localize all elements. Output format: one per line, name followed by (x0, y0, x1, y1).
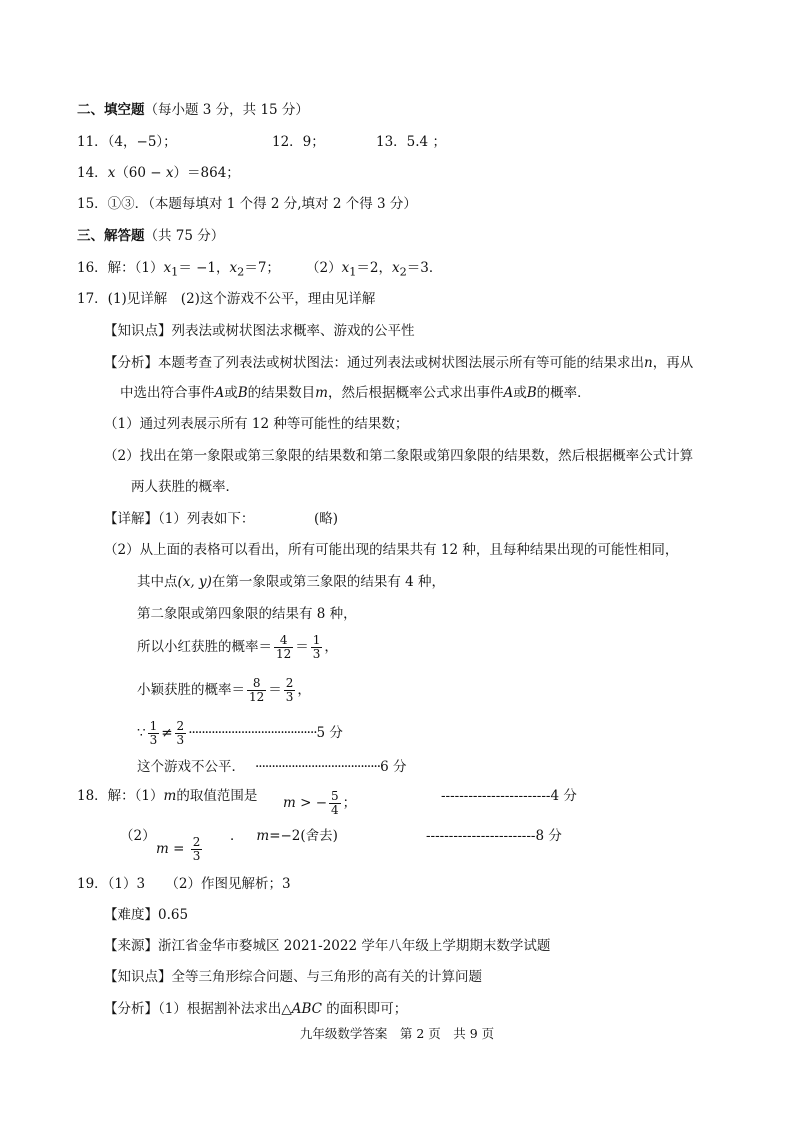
q18-m-rejected: ． m=−2(舍去) (230, 828, 338, 844)
fraction: $\frac{1}{3}$ (149, 719, 158, 747)
q17-analysis-point2: （2）找出在第一象限或第三象限的结果数和第二象限或第四象限的结果数，然后根据概率公式计算 (104, 448, 694, 464)
answer-q16: 16．解：$(1)x_1= -1$，$x_2=7$； (77, 260, 280, 279)
q17-step5: 小颖获胜的概率＝ $\frac{8}{12}$ ＝ $\frac{2}{3}$ ， (137, 676, 311, 704)
q17-step1: （2）从上面的表格可以看出，所有可能出现的结果共有 12 种，且每种结果出现的可能性相同， (104, 542, 679, 558)
answer-q19-head: 19．（1）3 （2）作图见解析；3 (77, 876, 291, 892)
answer-q18-part2-label: （2） (120, 828, 156, 844)
answer-q17-head: 17．(1)见详解 (2)这个游戏不公平，理由见详解 (77, 291, 376, 307)
answer-q18-part1: 18．解：（1）m的取值范围是 (77, 788, 258, 804)
answer-q12: 12．9； (272, 134, 325, 150)
q19-analysis: 【分析】（1）根据割补法求出△ABC 的面积即可； (104, 1001, 408, 1017)
q19-source: 【来源】浙江省金华市婺城区 2021-2022 学年八年级上学期期末数学试题 (104, 938, 551, 954)
q18-range: m > − $\frac{5}{4}$ ； (283, 789, 357, 817)
fraction: $\frac{8}{12}$ (249, 676, 265, 704)
answer-q13: 13．5.4 ； (376, 134, 446, 150)
q18-score1: ------------------------4 分 (441, 788, 577, 804)
q17-detail: 【详解】（1）列表如下： (104, 511, 255, 527)
answer-q11: 11．（4，−5）； (77, 134, 177, 150)
score-label: 6 分 (380, 759, 407, 775)
q17-conclusion: 这个游戏不公平． ······································6 分 (137, 759, 407, 775)
q17-step2: 其中点(x, y)在第一象限或第三象限的结果有 4 种， (137, 574, 446, 590)
section-note: （每小题 3 分，共 15 分） (144, 102, 309, 118)
q19-knowledge-point: 【知识点】全等三角形综合问题、与三角形的高有关的计算问题 (104, 969, 482, 985)
fraction: $\frac{2}{3}$ (176, 719, 185, 747)
q17-analysis-line2: 中选出符合事件A或B的结果数目m，然后根据概率公式求出事件A或B的概率． (120, 385, 591, 401)
q17-analysis: 【分析】本题考查了列表法或树状图法：通过列表法或树状图法展示所有等可能的结果求出n，再从 (104, 355, 694, 371)
answer-q15: 15．①③．（本题每填对 1 个得 2 分,填对 2 个得 3 分） (77, 196, 417, 212)
q17-step4: 所以小红获胜的概率＝ $\frac{4}{12}$ ＝ $\frac{1}{3}$ ， (137, 633, 338, 661)
q17-table-omitted: (略) (314, 511, 339, 527)
q17-knowledge-point: 【知识点】列表法或树状图法求概率、游戏的公平性 (104, 323, 415, 339)
q17-step6: ∵ $\frac{1}{3}$ ≠ $\frac{2}{3}$ ·······································5 分 (137, 719, 343, 747)
answer-q16-part2: $(2)x_1=2$，$x_2=3$． (306, 260, 443, 279)
section-title-solutions (77, 227, 224, 245)
fraction: $\frac{4}{12}$ (276, 633, 292, 661)
page-footer: 九年级数学答案 第 2 页 共 9 页 (299, 1026, 495, 1041)
fraction: $\frac{1}{3}$ (312, 633, 321, 661)
fraction: $\frac{5}{4}$ (331, 789, 339, 817)
section-heading: 二、填空题 (77, 102, 145, 118)
score-label: 4 分 (550, 788, 577, 804)
section-title-fill-blank (77, 101, 309, 119)
score-label: 5 分 (316, 725, 343, 741)
section-note: （共 75 分） (144, 228, 225, 244)
q17-analysis-point1: （1）通过列表展示所有 12 种等可能性的结果数； (104, 416, 409, 432)
q18-m-value: m = $\frac{2}{3}$ (156, 835, 201, 863)
q17-step3: 第二象限或第四象限的结果有 8 种， (137, 606, 357, 622)
q17-analysis-point2-cont: 两人获胜的概率． (131, 479, 239, 495)
fraction: $\frac{2}{3}$ (192, 835, 201, 863)
fraction: $\frac{2}{3}$ (285, 676, 294, 704)
score-label: 8 分 (535, 828, 562, 844)
section-heading: 三、解答题 (77, 228, 145, 244)
q19-difficulty: 【难度】0.65 (104, 907, 189, 923)
answer-q14: 14．x（60 − x）＝864； (77, 165, 240, 181)
q18-score2: ------------------------8 分 (426, 828, 562, 844)
